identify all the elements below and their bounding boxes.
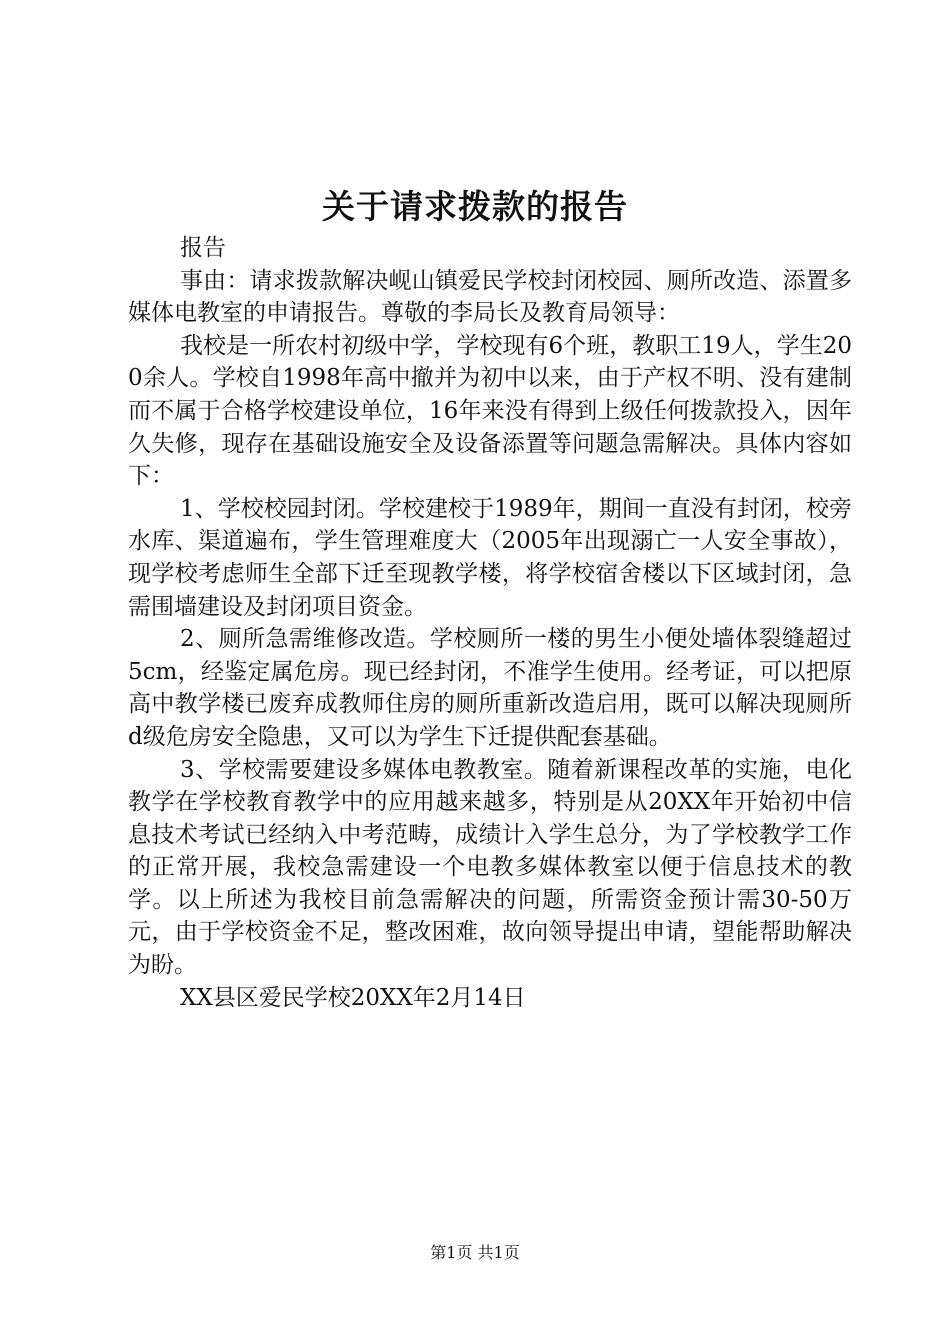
document-title: 关于请求拨款的报告 [322, 187, 628, 226]
document-body [128, 232, 852, 1014]
paragraph-heading: 报告 [180, 235, 226, 261]
paragraph-subject: 事由：请求拨款解决岘山镇爱民学校封闭校园、厕所改造、添置多媒体电教室的申请报告。尊敬的李局长及教育局领导： [128, 267, 852, 327]
paragraph-item-2: 2、厕所急需维修改造。学校厕所一楼的男生小便处墙体裂缝超过5cm，经鉴定属危房。现已经封闭，不准学生使用。经考证，可以把原高中教学楼已废弃成教师住房的厕所重新改造启用，既可以解决现厕所d级危房安全隐患，又可以为学生下迁提供配套基础。 [128, 626, 852, 750]
paragraph-item-3: 3、学校需要建设多媒体电教教室。随着新课程改革的实施，电化教学在学校教育教学中的应用越来越多，特别是从20XX年开始初中信息技术考试已经纳入中考范畴，成绩计入学生总分，为了学校教学工作的正常开展，我校急需建设一个电教多媒体教室以便于信息技术的教学。以上所述为我校目前急需解决的问题，所需资金预计需30-50万元，由于学校资金不足，整改困难，故向领导提出申请，望能帮助解决为盼。 [128, 756, 852, 979]
paragraph-intro: 我校是一所农村初级中学，学校现有6个班，教职工19人，学生200余人。学校自1998年高中撤并为初中以来，由于产权不明、没有建制而不属于合格学校建设单位，16年来没有得到上级任何拨款投入，因年久失修，现存在基础设施安全及设备添置等问题急需解决。具体内容如下： [128, 332, 852, 490]
paragraph-signature: XX县区爱民学校20XX年2月14日 [180, 984, 526, 1011]
paragraph-item-1: 1、学校校园封闭。学校建校于1989年，期间一直没有封闭，校旁水库、渠道遍布，学生管理难度大（2005年出现溺亡一人安全事故），现学校考虑师生全部下迁至现教学楼，将学校宿舍楼以下区域封闭，急需围墙建设及封闭项目资金。 [128, 495, 852, 620]
page-footer: 第1页 共1页 [430, 1243, 520, 1262]
